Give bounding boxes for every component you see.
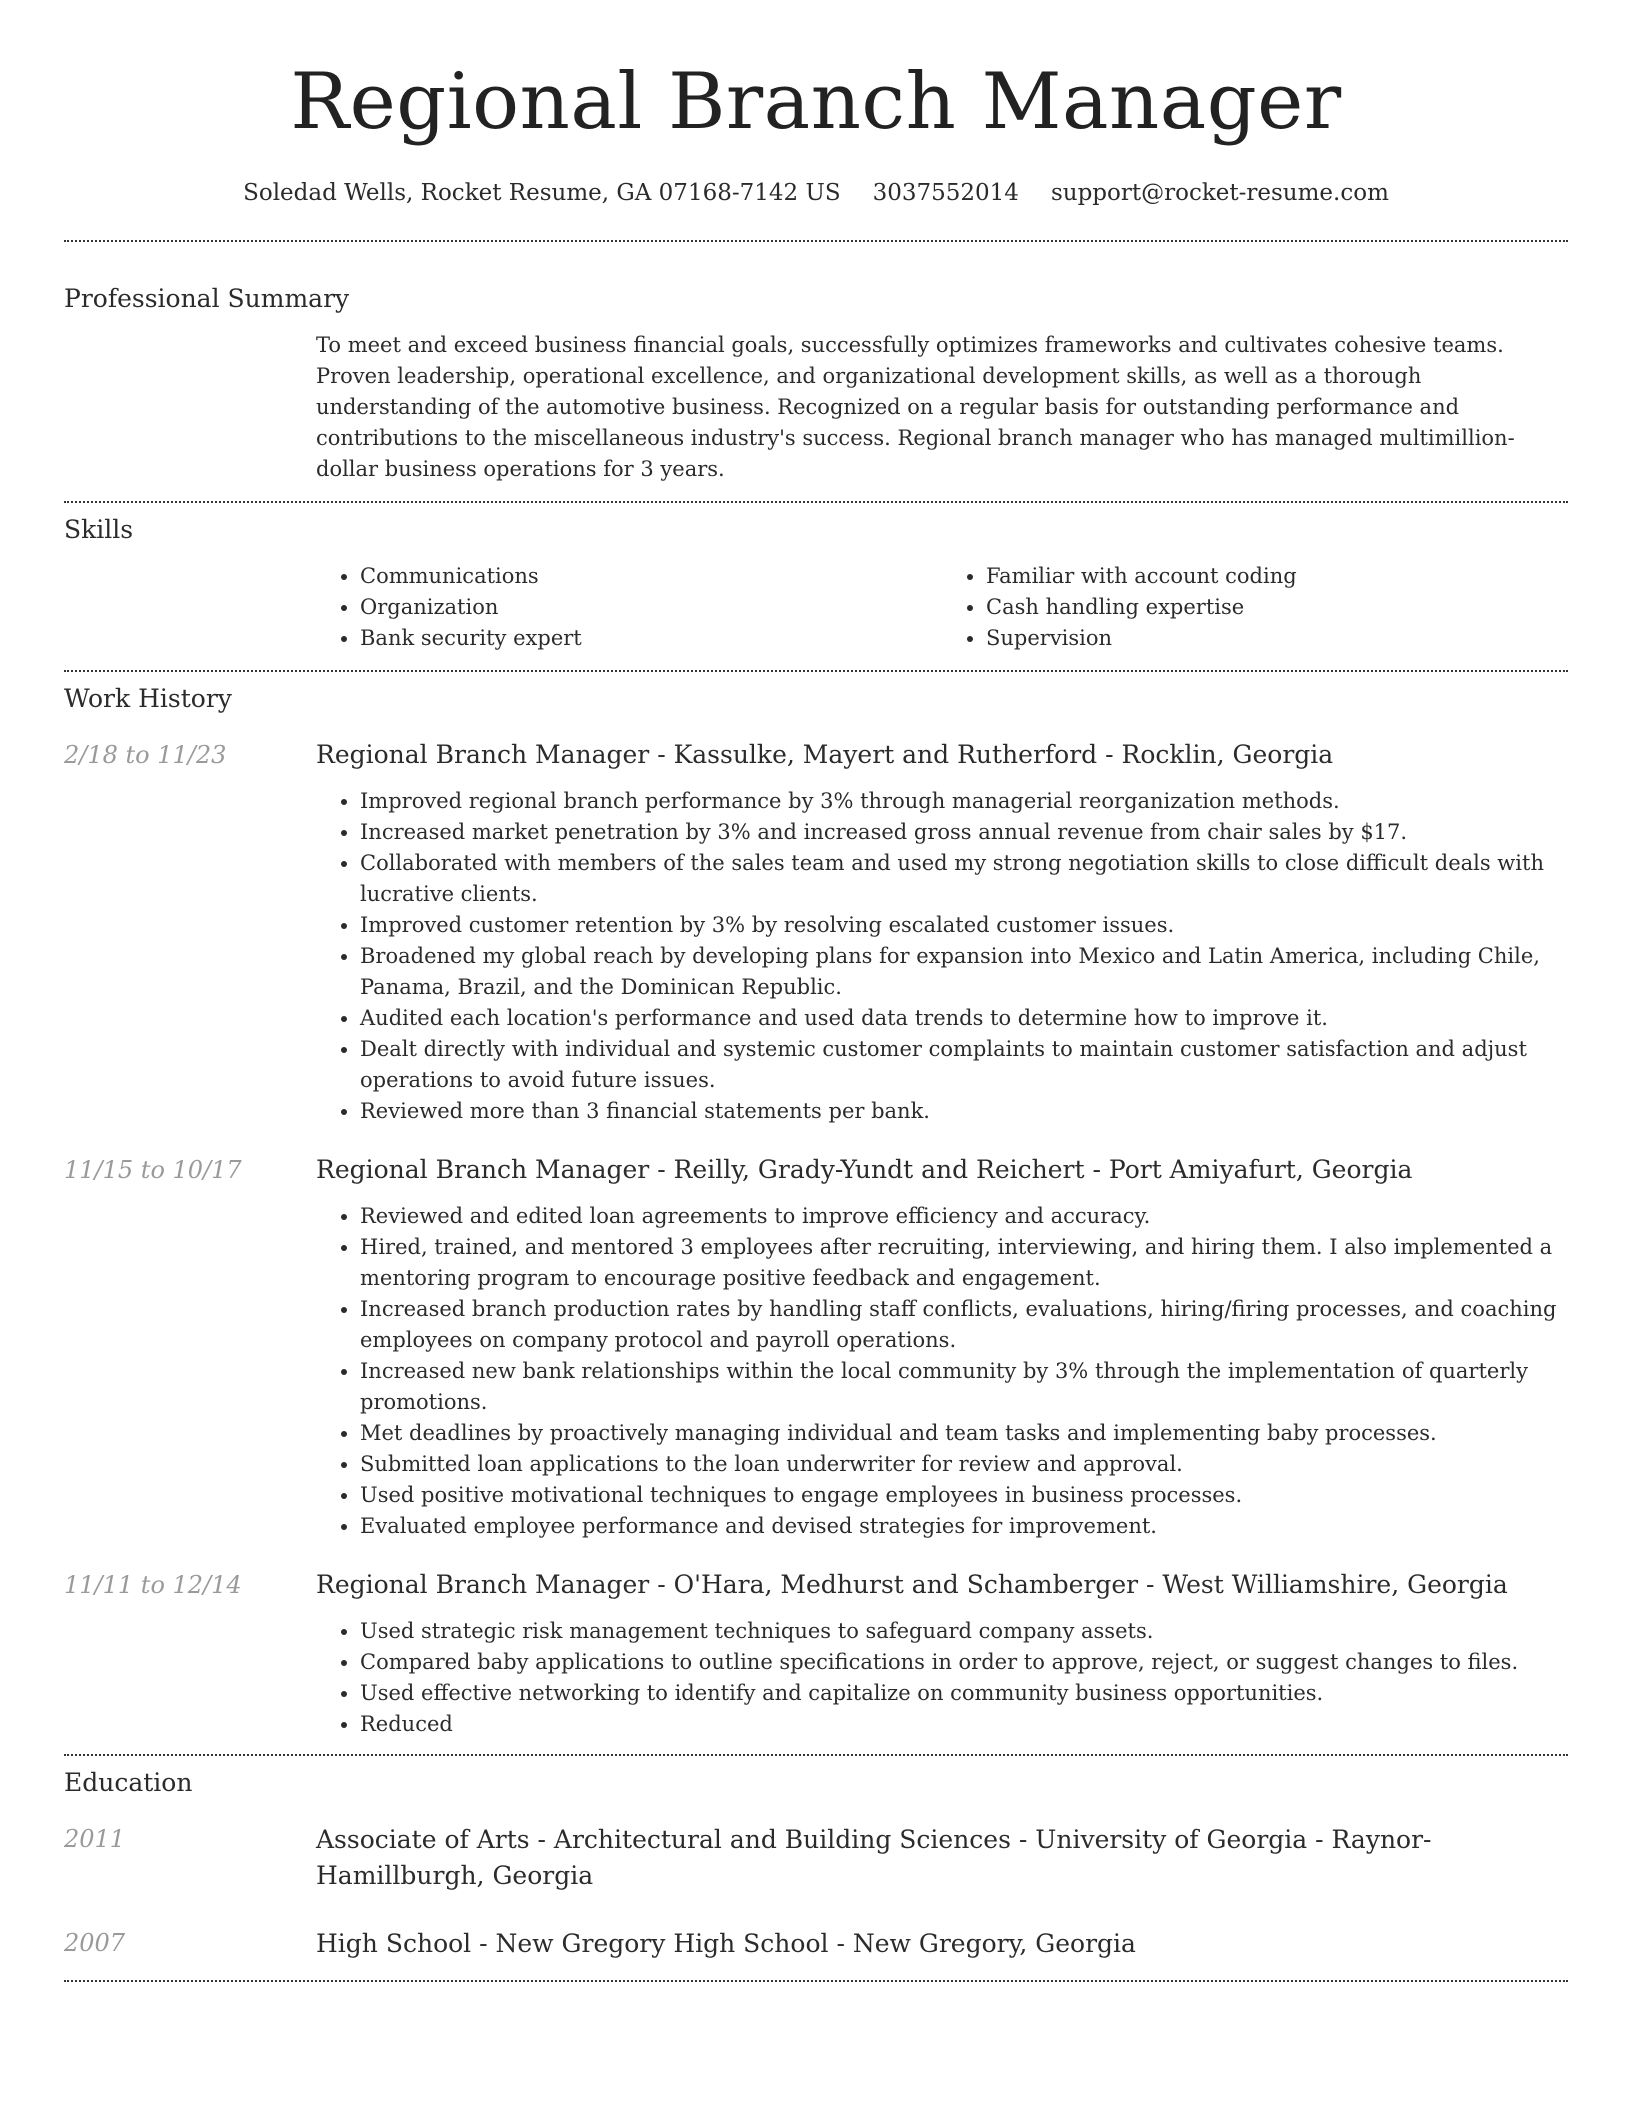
job-bullet: • Increased branch production rates by handling staff conflicts, evaluations, hiring/firing processes, and coaching employees on company protocol and payroll operations. [360,1294,1568,1356]
work-heading: Work History [64,684,232,713]
job-bullet: • Reviewed and edited loan agreements to improve efficiency and accuracy. [360,1201,1568,1232]
contact-email: support@rocket-resume.com [1050,180,1389,206]
job-bullet: • Increased market penetration by 3% and increased gross annual revenue from chair sales by $17. [360,817,1568,848]
skill-item: • Communications [360,561,942,592]
job-heading: Regional Branch Manager - Kassulke, Mayert and Rutherford - Rocklin, Georgia [316,740,1334,769]
summary-heading: Professional Summary [64,284,350,313]
contact-line [64,176,1568,210]
education-heading: Education [64,1768,193,1797]
skills-heading: Skills [64,515,134,544]
education-year: 2011 [64,1825,126,1853]
job-bullets [316,786,1568,1127]
job-dates: 11/15 to 10/17 [64,1156,242,1184]
skill-item: • Cash handling expertise [986,592,1568,623]
job-bullet: • Reviewed more than 3 financial statements per bank. [360,1096,1568,1127]
education-section [64,1756,1568,1962]
job-bullet: • Evaluated employee performance and devised strategies for improvement. [360,1511,1568,1542]
divider [64,1980,1568,1982]
job-bullet: • Reduced [360,1709,1568,1740]
summary-section [64,242,1568,485]
job-bullet: • Dealt directly with individual and systemic customer complaints to maintain customer satisfaction and adjust operations to avoid future issues. [360,1034,1568,1096]
skill-item: • Supervision [986,623,1568,654]
skill-item: • Familiar with account coding [986,561,1568,592]
job-entry [64,738,1568,1127]
summary-spacer [64,330,316,485]
job-bullet: • Audited each location's performance and used data trends to determine how to improve it. [360,1003,1568,1034]
job-bullet: • Met deadlines by proactively managing individual and team tasks and implementing baby processes. [360,1418,1568,1449]
job-heading: Regional Branch Manager - O'Hara, Medhurst and Schamberger - West Williamshire, Georgia [316,1570,1508,1599]
job-dates: 11/11 to 12/14 [64,1571,242,1599]
job-entry [64,1153,1568,1542]
job-bullets [316,1616,1568,1740]
job-bullet: • Improved regional branch performance by 3% through managerial reorganization methods. [360,786,1568,817]
education-year: 2007 [64,1929,126,1957]
skills-list-left [316,561,942,654]
skills-spacer [64,561,316,654]
skills-section [64,503,1568,654]
job-bullet: • Collaborated with members of the sales team and used my strong negotiation skills to close difficult deals with lucrative clients. [360,848,1568,910]
job-bullets [316,1201,1568,1542]
education-entry [64,1926,1568,1962]
job-bullet: • Used effective networking to identify and capitalize on community business opportunities. [360,1678,1568,1709]
work-section [64,672,1568,1740]
job-bullet: • Broadened my global reach by developing plans for expansion into Mexico and Latin America, including Chile, Panama, Brazil, and the Dominican Republic. [360,941,1568,1003]
resume-title: Regional Branch Manager [290,57,1342,147]
job-dates: 2/18 to 11/23 [64,741,227,769]
job-bullet: • Submitted loan applications to the loan underwriter for review and approval. [360,1449,1568,1480]
education-heading-text: Associate of Arts - Architectural and Building Sciences - University of Georgia - Raynor-Hamillburgh, Georgia [316,1825,1432,1890]
job-entry [64,1568,1568,1740]
job-bullet: • Used strategic risk management techniques to safeguard company assets. [360,1616,1568,1647]
job-bullet: • Compared baby applications to outline specifications in order to approve, reject, or suggest changes to files. [360,1647,1568,1678]
contact-phone: 3037552014 [872,180,1019,206]
job-bullet: • Increased new bank relationships within the local community by 3% through the implementation of quarterly promotions. [360,1356,1568,1418]
skill-item: • Bank security expert [360,623,942,654]
summary-text: To meet and exceed business financial goals, successfully optimizes frameworks and cultivates cohesive teams. Proven leadership, operational excellence, and organizational development skills, as well as a thorough understanding of the automotive business. Recognized on a regular basis for outstanding performance and contributions to the miscellaneous industry's success. Regional branch manager who has managed multimillion-dollar business operations for 3 years. [316,333,1515,481]
education-heading-text: High School - New Gregory High School - New Gregory, Georgia [316,1929,1136,1958]
skills-list-right [942,561,1568,654]
job-bullet: • Hired, trained, and mentored 3 employees after recruiting, interviewing, and hiring them. I also implemented a mentoring program to encourage positive feedback and engagement. [360,1232,1568,1294]
skills-columns [316,561,1568,654]
contact-address: Soledad Wells, Rocket Resume, GA 07168-7142 US [243,180,841,206]
job-heading: Regional Branch Manager - Reilly, Grady-Yundt and Reichert - Port Amiyafurt, Georgia [316,1155,1413,1184]
job-bullet: • Used positive motivational techniques to engage employees in business processes. [360,1480,1568,1511]
skill-item: • Organization [360,592,942,623]
job-bullet: • Improved customer retention by 3% by resolving escalated customer issues. [360,910,1568,941]
education-entry [64,1822,1568,1894]
